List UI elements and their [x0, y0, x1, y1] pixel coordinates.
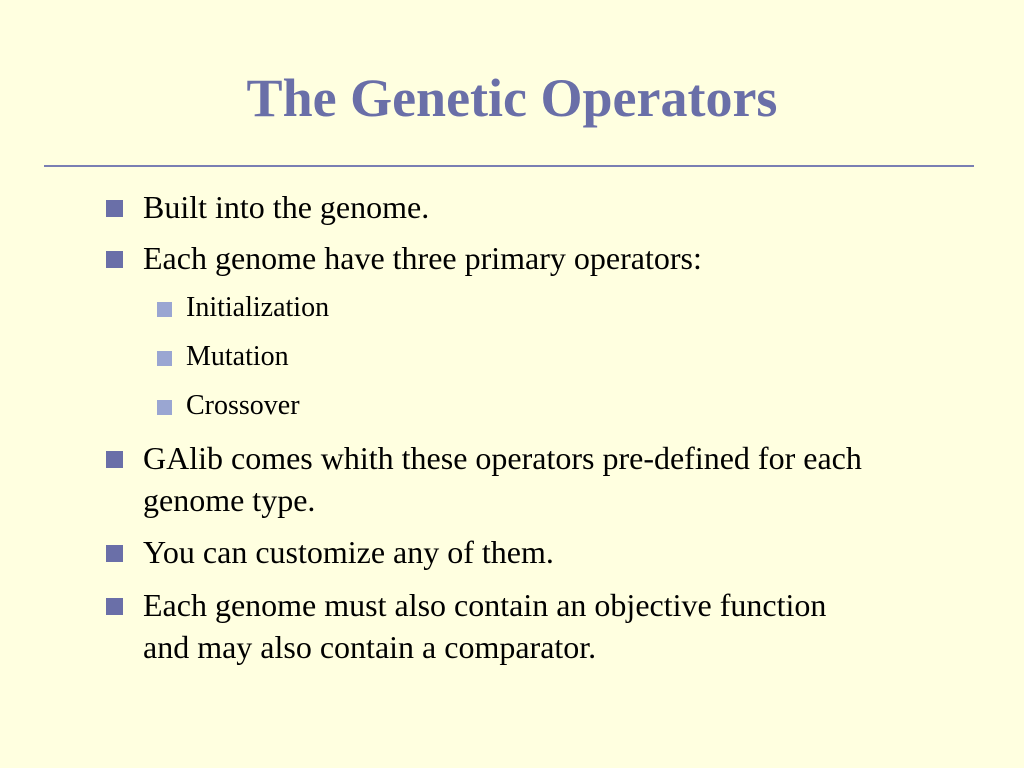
- sub-bullet-item: [157, 290, 917, 326]
- sub-bullet-text: Initialization: [186, 292, 330, 323]
- square-sub-bullet-icon: [157, 351, 172, 366]
- bullet-text: Each genome must also contain an objective function and may also contain a comparator.: [143, 587, 827, 665]
- slide-title: The Genetic Operators: [246, 68, 778, 128]
- square-sub-bullet-icon: [157, 400, 172, 415]
- square-bullet-icon: [106, 545, 123, 562]
- square-bullet-icon: [106, 598, 123, 615]
- square-sub-bullet-icon: [157, 302, 172, 317]
- bullet-item: [106, 237, 926, 279]
- sub-bullet-text: Crossover: [186, 390, 300, 421]
- square-bullet-icon: [106, 200, 123, 217]
- bullet-text: You can customize any of them.: [143, 534, 554, 570]
- bullet-item: [106, 584, 926, 668]
- bullet-item: [106, 531, 926, 573]
- bullet-text: Built into the genome.: [143, 189, 430, 225]
- bullet-item: [106, 186, 926, 228]
- bullet-text: GAlib comes whith these operators pre-defined for each genome type.: [143, 440, 862, 518]
- sub-bullet-text: Mutation: [186, 341, 289, 372]
- sub-bullet-item: [157, 388, 917, 424]
- square-bullet-icon: [106, 251, 123, 268]
- bullet-item: [106, 437, 926, 521]
- sub-bullet-item: [157, 339, 917, 375]
- bullet-text: Each genome have three primary operators:: [143, 240, 702, 276]
- square-bullet-icon: [106, 451, 123, 468]
